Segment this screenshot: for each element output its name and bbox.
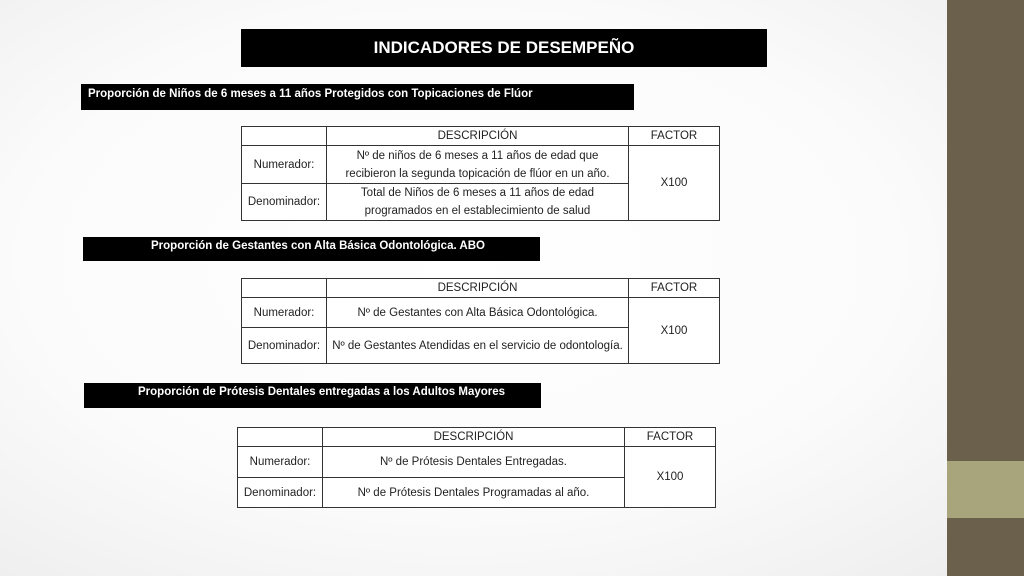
- factor-value: X100: [629, 298, 720, 364]
- header-description: DESCRIPCIÓN: [323, 428, 625, 447]
- denominator-description: Total de Niños de 6 meses a 11 años de edad programados en el establecimiento de salud: [327, 184, 629, 221]
- factor-value: X100: [625, 447, 716, 508]
- page-title: INDICADORES DE DESEMPEÑO: [241, 29, 767, 67]
- numerator-description: Nº de Prótesis Dentales Entregadas.: [323, 447, 625, 478]
- factor-value: X100: [629, 146, 720, 221]
- section-heading-fluor: Proporción de Niños de 6 meses a 11 años Protegidos con Topicaciones de Flúor: [81, 84, 634, 110]
- numerator-description: Nº de niños de 6 meses a 11 años de edad que recibieron la segunda topicación de flúor en un año.: [327, 146, 629, 184]
- denominator-description: Nº de Gestantes Atendidas en el servicio de odontología.: [327, 328, 629, 364]
- header-description: DESCRIPCIÓN: [327, 127, 629, 146]
- section-heading-abo: Proporción de Gestantes con Alta Básica Odontológica. ABO: [83, 237, 540, 261]
- indicator-table-abo: [241, 278, 720, 364]
- header-factor: FACTOR: [629, 279, 720, 298]
- header-factor: FACTOR: [629, 127, 720, 146]
- numerator-label: Numerador:: [238, 447, 323, 478]
- denominator-label: Denominador:: [242, 328, 327, 364]
- header-description: DESCRIPCIÓN: [327, 279, 629, 298]
- indicator-table-protesis: [237, 427, 716, 508]
- header-blank-cell: [242, 279, 327, 298]
- denominator-label: Denominador:: [238, 478, 323, 508]
- header-blank-cell: [242, 127, 327, 146]
- numerator-description: Nº de Gestantes con Alta Básica Odontológica.: [327, 298, 629, 328]
- header-blank-cell: [238, 428, 323, 447]
- numerator-label: Numerador:: [242, 146, 327, 184]
- header-factor: FACTOR: [625, 428, 716, 447]
- side-decoration-accent: [947, 461, 1024, 518]
- numerator-label: Numerador:: [242, 298, 327, 328]
- denominator-label: Denominador:: [242, 184, 327, 221]
- section-heading-protesis: Proporción de Prótesis Dentales entregadas a los Adultos Mayores: [84, 383, 541, 408]
- indicator-table-fluor: [241, 126, 720, 221]
- denominator-description: Nº de Prótesis Dentales Programadas al año.: [323, 478, 625, 508]
